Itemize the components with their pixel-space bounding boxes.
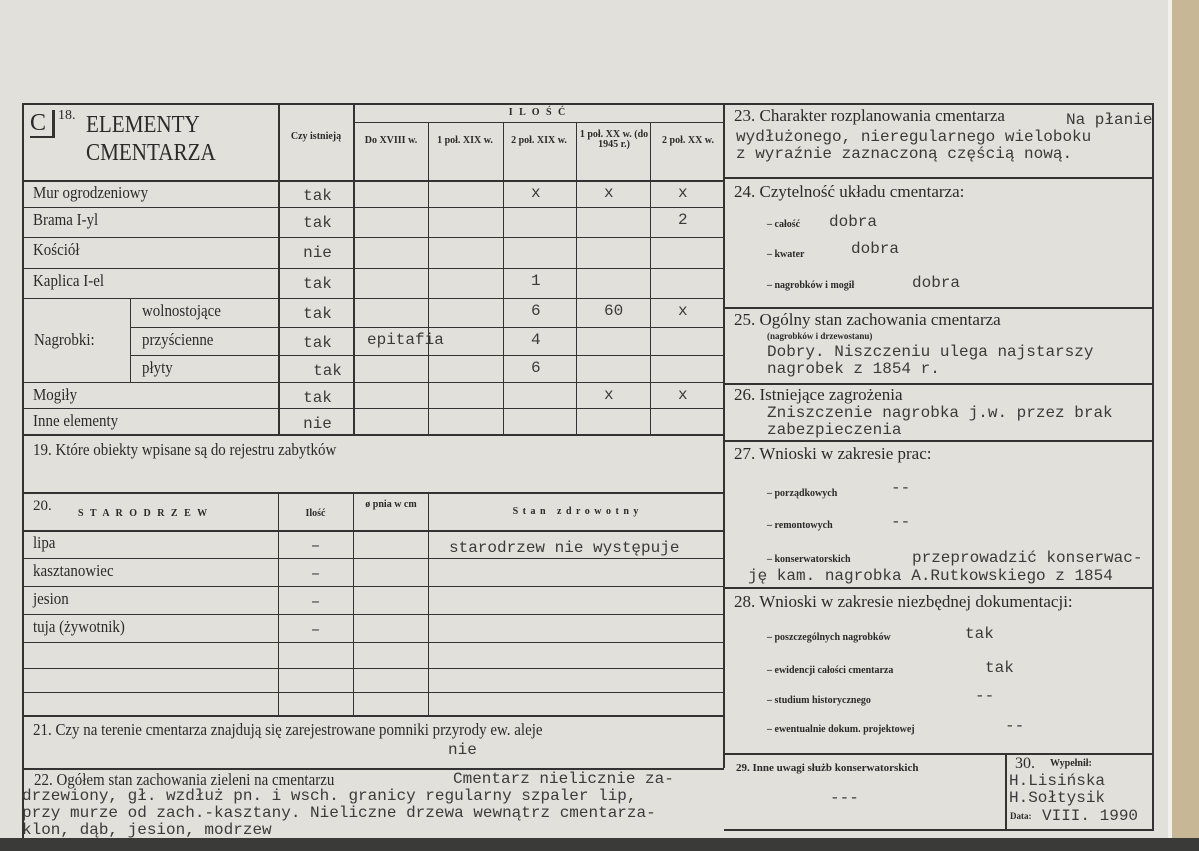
section-22-label: 22. Ogółem stan zachowania zieleni na cmentarzu	[34, 770, 335, 789]
tree-label: lipa	[33, 533, 56, 552]
tree-label: jesion	[33, 589, 69, 608]
section-19-label: 19. Które obiekty wpisane są do rejestru zabytków	[33, 440, 337, 459]
element-quantity: 2	[678, 211, 688, 229]
section-29-value: ---	[830, 789, 859, 807]
section-25-sub: (nagrobków i drzewostanu)	[767, 331, 873, 341]
section-28-label: 28. Wnioski w zakresie niezbędnej dokumentacji:	[734, 592, 1073, 611]
element-quantity: x	[678, 302, 688, 320]
filled-by-label: Wypełnił:	[1050, 758, 1092, 769]
section-number: 18.	[58, 108, 76, 123]
section-21-value: nie	[448, 741, 477, 759]
period-header: 2 poł. XX w.	[662, 135, 714, 146]
doc-value: tak	[965, 625, 994, 643]
health-note: starodrzew nie występuje	[449, 539, 680, 557]
tree-label: kasztanowiec	[33, 561, 114, 580]
section-22-value: przy murze od zach.-kasztany. Nieliczne drzewa wewnątrz cmentarza-	[22, 804, 656, 822]
background-bottom	[0, 838, 1199, 851]
works-value: --	[891, 513, 911, 531]
section-29-label: 29. Inne uwagi służb konserwatorskich	[736, 762, 919, 774]
element-quantity: x	[531, 184, 541, 202]
section-23-value: z wyraźnie zaznaczoną częścią nową.	[736, 145, 1073, 163]
section-24-label: 24. Czytelność układu cmentarza:	[734, 182, 965, 201]
tree-qty: –	[310, 537, 321, 555]
works-label: – remontowych	[767, 520, 833, 531]
doc-label: – studium historycznego	[767, 695, 871, 706]
works-label: – konserwatorskich	[767, 554, 851, 565]
tree-qty: –	[310, 565, 321, 583]
doc-label: – poszczególnych nagrobków	[767, 632, 891, 643]
element-exists: tak	[303, 214, 332, 232]
section-21-label: 21. Czy na terenie cmentarza znajdują się zarejestrowane pomniki przyrody ew. aleje	[33, 720, 543, 739]
nagrobki-label: Nagrobki:	[34, 330, 95, 349]
col-exists-header: Czy istnieją	[290, 131, 342, 142]
legibility-value: dobra	[912, 274, 961, 292]
works-value-cont: ję kam. nagrobka A.Rutkowskiego z 1854	[748, 567, 1113, 585]
element-exists: tak	[303, 389, 332, 407]
element-quantity: x	[604, 386, 614, 404]
section-22-value: klon, dąb, jesion, modrzew	[22, 821, 272, 839]
section-25-value: Dobry. Niszczeniu ulega najstarszy	[767, 343, 1094, 361]
legibility-value: dobra	[829, 213, 878, 231]
element-label: Mogiły	[33, 385, 78, 404]
tree-qty: –	[310, 593, 321, 611]
element-label: Kościół	[33, 240, 80, 259]
legibility-label: – całość	[767, 219, 801, 230]
section-22-value: Cmentarz nielicznie za-	[453, 770, 674, 788]
element-exists: tak	[303, 305, 332, 323]
element-label: Brama I-yl	[33, 210, 99, 229]
works-value: --	[891, 479, 911, 497]
element-label: Inne elementy	[33, 411, 119, 430]
element-quantity: 60	[604, 302, 624, 320]
date-value: VIII. 1990	[1042, 807, 1139, 825]
element-quantity: 1	[531, 272, 541, 290]
tree-label: tuja (żywotnik)	[33, 617, 125, 636]
element-exists: nie	[303, 244, 332, 262]
filled-by-name: H.Lisińska	[1009, 772, 1106, 790]
period-header: 1 poł. XX w. (do 1945 r.)	[579, 129, 649, 150]
section-26-value: Zniszczenie nagrobka j.w. przez brak	[767, 404, 1113, 422]
legibility-label: – nagrobków i mogił	[767, 280, 855, 291]
element-exists: tak	[303, 275, 332, 293]
date-label: Data:	[1010, 811, 1032, 821]
element-exists: tak	[303, 334, 332, 352]
section-25-value: nagrobek z 1854 r.	[767, 360, 940, 378]
section-23-value: Na płanie	[1066, 111, 1153, 129]
section-30-number: 30.	[1015, 755, 1035, 772]
element-quantity: 6	[531, 302, 541, 320]
element-label: płyty	[142, 358, 173, 377]
filled-by-name: H.Sołtysik	[1009, 789, 1106, 807]
legibility-label: – kwater	[767, 249, 805, 260]
element-exists: tak	[313, 362, 342, 380]
section-20-number: 20.	[33, 498, 52, 514]
period-header: 1 poł. XIX w.	[437, 135, 493, 146]
health-header: S t a n z d r o w o t n y	[512, 506, 640, 517]
element-quantity: 4	[531, 331, 541, 349]
doc-value: --	[1005, 717, 1025, 735]
section-title: ELEMENTY	[86, 112, 200, 138]
doc-label: – ewidencji całości cmentarza	[767, 665, 894, 676]
section-letter: C	[30, 110, 55, 138]
period-header: 2 poł. XIX w.	[511, 135, 567, 146]
element-exists: nie	[303, 415, 332, 433]
doc-label: – ewentualnie dokum. projektowej	[767, 724, 915, 735]
section-27-label: 27. Wnioski w zakresie prac:	[734, 444, 932, 463]
element-quantity: 6	[531, 359, 541, 377]
quantity-header: I L O Ś Ć	[508, 107, 568, 118]
legibility-value: dobra	[851, 240, 900, 258]
section-22-value: drzewiony, gł. wzdłuż pn. i wsch. granicy regularny szpaler lip,	[22, 787, 637, 805]
background-edge	[1172, 0, 1199, 851]
element-label: Mur ogrodzeniowy	[33, 183, 149, 202]
section-23-value: wydłużonego, nieregularnego wieloboku	[736, 128, 1092, 146]
element-quantity: x	[678, 386, 688, 404]
element-quantity: x	[678, 184, 688, 202]
element-quantity: epitafia	[367, 331, 444, 349]
diameter-header: ø pnia w cm	[365, 499, 417, 510]
section-23-label: 23. Charakter rozplanowania cmentarza	[734, 106, 1005, 125]
element-label: przyścienne	[142, 330, 214, 349]
element-label: Kaplica I-el	[33, 271, 105, 290]
element-exists: tak	[303, 187, 332, 205]
qty-header: Ilość	[305, 508, 326, 519]
section-26-value: zabezpieczenia	[767, 421, 902, 439]
element-quantity: x	[604, 184, 614, 202]
period-header: Do XVIII w.	[364, 135, 418, 146]
section-25-label: 25. Ogólny stan zachowania cmentarza	[734, 310, 1001, 329]
element-label: wolnostojące	[142, 301, 221, 320]
doc-value: tak	[985, 659, 1014, 677]
tree-qty: –	[310, 621, 321, 639]
starodrzew-title: S T A R O D R Z E W	[78, 508, 210, 519]
works-label: – porządkowych	[767, 488, 838, 499]
works-value: przeprowadzić konserwac-	[912, 549, 1143, 567]
doc-value: --	[975, 687, 995, 705]
section-26-label: 26. Istniejące zagrożenia	[734, 385, 903, 404]
section-title: CMENTARZA	[86, 140, 216, 166]
